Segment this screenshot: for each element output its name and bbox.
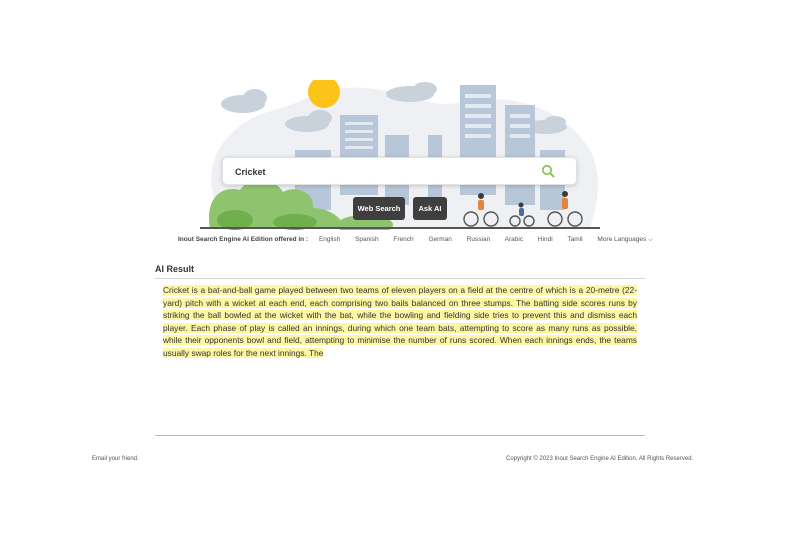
copyright-text: Copyright © 2023 Inout Search Engine AI Edition. All Rights Reserved. (506, 456, 694, 462)
language-link-russian[interactable]: Russian (466, 236, 491, 243)
more-languages-label: More Languages (597, 236, 647, 243)
email-friend-link[interactable]: Email your friend. (92, 456, 139, 462)
ai-result-title: AI Result (155, 264, 195, 274)
language-bar (178, 236, 653, 246)
divider (155, 278, 645, 279)
search-input[interactable] (233, 158, 537, 186)
language-link-arabic[interactable]: Arabic (504, 236, 524, 243)
language-link-hindi[interactable]: Hindi (537, 236, 553, 243)
language-link-french[interactable]: French (393, 236, 414, 243)
web-search-button[interactable]: Web Search (353, 197, 405, 220)
search-box (222, 157, 577, 185)
language-bar-label: Inout Search Engine AI Edition offered in : (178, 236, 309, 243)
divider (155, 435, 645, 436)
chevron-down-icon: ⌵ (648, 237, 653, 243)
more-languages-dropdown[interactable] (597, 236, 652, 243)
ai-result-highlighted-text: Cricket is a bat-and-ball game played between two teams of eleven players on a field at the centre of which is a 20-metre (22-yard) pitch with a wicket at each end, each comprising two bails balanced on three stumps. The batting side scores runs by striking the ball bowled at the wicket with the bat, while the bowling and fielding side tries to prevent this and dismiss each player. Each phase of play is called an innings, during which one team bats, attempting to score as many runs as possible, while their opponents bowl and field, attempting to minimise the number of runs scored. When each innings ends, the teams usually swap roles for the next innings. The (163, 285, 637, 358)
language-link-spanish[interactable]: Spanish (355, 236, 379, 243)
language-link-tamil[interactable]: Tamil (567, 236, 583, 243)
ai-result-text (163, 284, 637, 360)
search-icon[interactable] (541, 164, 555, 178)
language-link-english[interactable]: English (318, 236, 341, 243)
language-link-german[interactable]: German (428, 236, 452, 243)
ask-ai-button[interactable]: Ask AI (413, 197, 447, 220)
